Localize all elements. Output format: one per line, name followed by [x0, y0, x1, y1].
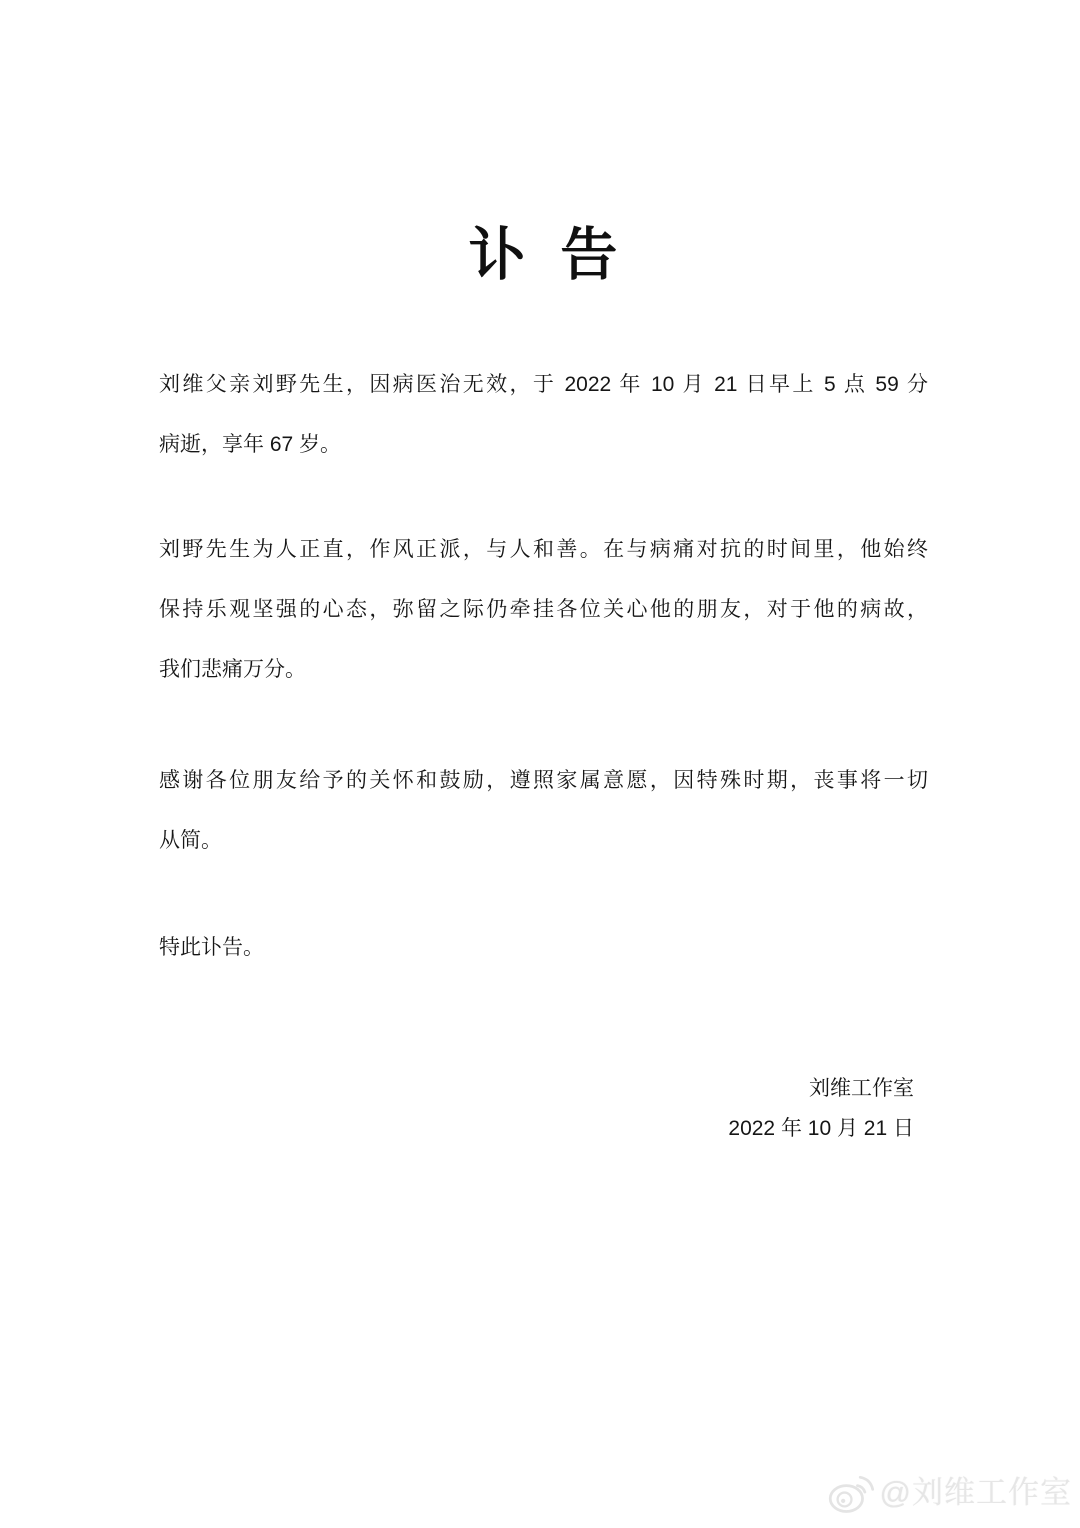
signature-date: 2022 年 10 月 21 日: [728, 1117, 914, 1140]
paragraph-closing: [159, 918, 928, 978]
body-line: 刘野先生为人正直，作风正派，与人和善。在与病痛对抗的时间里，他始终: [159, 538, 928, 561]
body-line: 我们悲痛万分。: [159, 658, 306, 681]
watermark-text: @刘维工作室: [879, 1475, 1072, 1510]
weibo-watermark: [827, 1470, 1072, 1516]
body-line: 病逝，享年 67 岁。: [159, 433, 342, 456]
paragraph-death-notice: [159, 355, 928, 475]
weibo-logo-icon: [827, 1470, 875, 1516]
paragraph-thanks: [159, 751, 928, 871]
body-line: 特此讣告。: [159, 936, 264, 959]
body-line: 保持乐观坚强的心态，弥留之际仍牵挂各位关心他的朋友，对于他的病故，: [159, 598, 928, 621]
body-line: 感谢各位朋友给予的关怀和鼓励，遵照家属意愿，因特殊时期，丧事将一切: [159, 769, 928, 792]
document-title: 讣 告: [468, 223, 619, 287]
signature-block: [159, 1069, 928, 1149]
paragraph-tribute: [159, 520, 928, 700]
signature-name: 刘维工作室: [809, 1077, 914, 1100]
body-line: 刘维父亲刘野先生，因病医治无效，于 2022 年 10 月 21 日早上 5 点 59 分: [159, 373, 928, 396]
body-line: 从简。: [159, 829, 222, 852]
document-body: [159, 355, 928, 978]
